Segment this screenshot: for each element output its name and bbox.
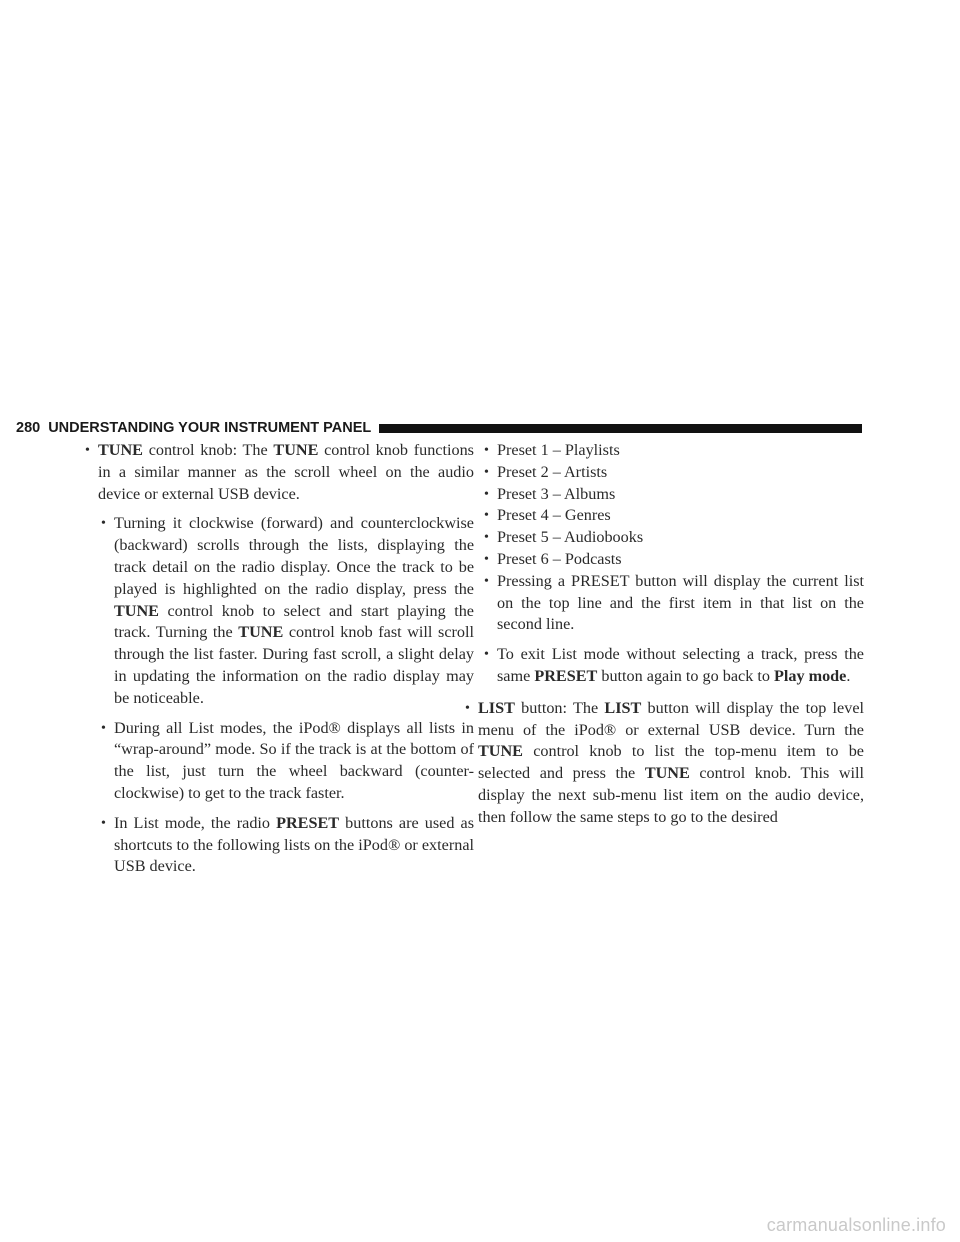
preset-text: Preset 1 – Playlists	[497, 441, 620, 459]
list-label: LIST	[478, 698, 515, 717]
list-text: button: The	[514, 698, 605, 717]
preset-text: Preset 5 – Audiobooks	[497, 528, 644, 547]
tune-label: TUNE	[114, 601, 159, 620]
exit-text: button again to go back to	[597, 666, 774, 685]
turning-text: Turning it clockwise (forward) and counterclockwise (backward) scrolls through the lists, displaying the track detail on the radio display. Once the track to be played is highlighted on the radio display, press the	[114, 514, 474, 598]
preset-item	[478, 484, 864, 506]
subbullet-turning	[98, 513, 474, 709]
bullet-icon: •	[484, 573, 489, 589]
subbullet-exit	[478, 644, 864, 688]
tune-label: TUNE	[273, 441, 319, 459]
bullet-icon: •	[484, 443, 489, 458]
bullet-tune-knob	[85, 440, 474, 505]
preset-item	[478, 505, 864, 527]
preset-text: Preset 3 – Albums	[497, 484, 616, 503]
list-text: control knob to list the top-menu item to be selected and press the	[478, 742, 864, 783]
list-label: LIST	[604, 698, 642, 717]
page-number: 280	[16, 420, 41, 436]
preset-label: PRESET	[276, 813, 340, 832]
subbullet-during	[98, 718, 474, 805]
bullet-icon: •	[101, 516, 106, 532]
bullet-icon: •	[465, 700, 470, 716]
preset-text: Preset 6 – Podcasts	[497, 549, 622, 568]
tune-text: control knob functions in a similar manner as the scroll wheel on the audio device or external USB device.	[98, 441, 474, 503]
bullet-list-button	[465, 698, 864, 829]
tune-text: control knob: The	[142, 441, 274, 459]
bullet-icon: •	[484, 486, 489, 502]
tune-label: TUNE	[98, 441, 143, 459]
bullet-icon: •	[484, 530, 489, 546]
turning-text: control knob fast will scroll through the list faster. During fast scroll, a slight delay in updating the information on the radio display may be noticeable.	[114, 623, 474, 707]
exit-text: To exit List mode without selecting a track, press the same	[497, 645, 864, 685]
bullet-icon: •	[484, 647, 489, 663]
preset-text: Preset 4 – Genres	[497, 506, 611, 525]
tune-label: TUNE	[478, 742, 523, 761]
turning-text: control knob to select and start playing the track. Turning the	[114, 601, 474, 642]
subbullet-inlist	[98, 813, 474, 878]
preset-text: Preset 2 – Artists	[497, 462, 608, 481]
during-text: During all List modes, the iPod® displays all lists in “wrap-around” mode. So if the track is at the bottom of the list, just turn the wheel backward (counter-clockwise) to get to the track faster.	[114, 718, 474, 802]
inlist-text: In List mode, the radio	[114, 813, 277, 832]
tune-label: TUNE	[238, 623, 284, 642]
left-column	[85, 440, 474, 878]
tune-label: TUNE	[644, 764, 690, 783]
page-header	[16, 419, 862, 437]
bullet-icon: •	[484, 464, 489, 480]
play-mode-label: Play mode	[773, 666, 847, 685]
inlist-text: buttons are used as shortcuts to the following lists on the iPod® or external USB device.	[114, 813, 474, 876]
watermark: carmanualsonline.info	[766, 1215, 946, 1235]
exit-text: .	[846, 666, 851, 685]
bullet-icon: •	[484, 551, 489, 567]
bullet-icon: •	[101, 815, 106, 831]
preset-item	[478, 440, 864, 462]
bullet-icon: •	[101, 720, 106, 736]
pressing-text: Pressing a PRESET button will display the current list on the top line and the first item in that list on the second line.	[497, 571, 864, 634]
preset-item	[478, 549, 864, 571]
section-title: UNDERSTANDING YOUR INSTRUMENT PANEL	[48, 420, 372, 436]
bullet-icon: •	[85, 443, 90, 458]
subbullet-pressing	[478, 571, 864, 636]
list-text: button will display the top level menu of the iPod® or external USB device. Turn the	[478, 698, 864, 739]
right-column	[465, 440, 864, 829]
list-text: control knob. This will display the next sub-menu list item on the audio device, then follow the same steps to go to the desired	[478, 764, 864, 826]
preset-item	[478, 527, 864, 549]
header-rule	[379, 424, 862, 433]
preset-label: PRESET	[534, 666, 598, 685]
preset-item	[478, 462, 864, 484]
bullet-icon: •	[484, 508, 489, 524]
